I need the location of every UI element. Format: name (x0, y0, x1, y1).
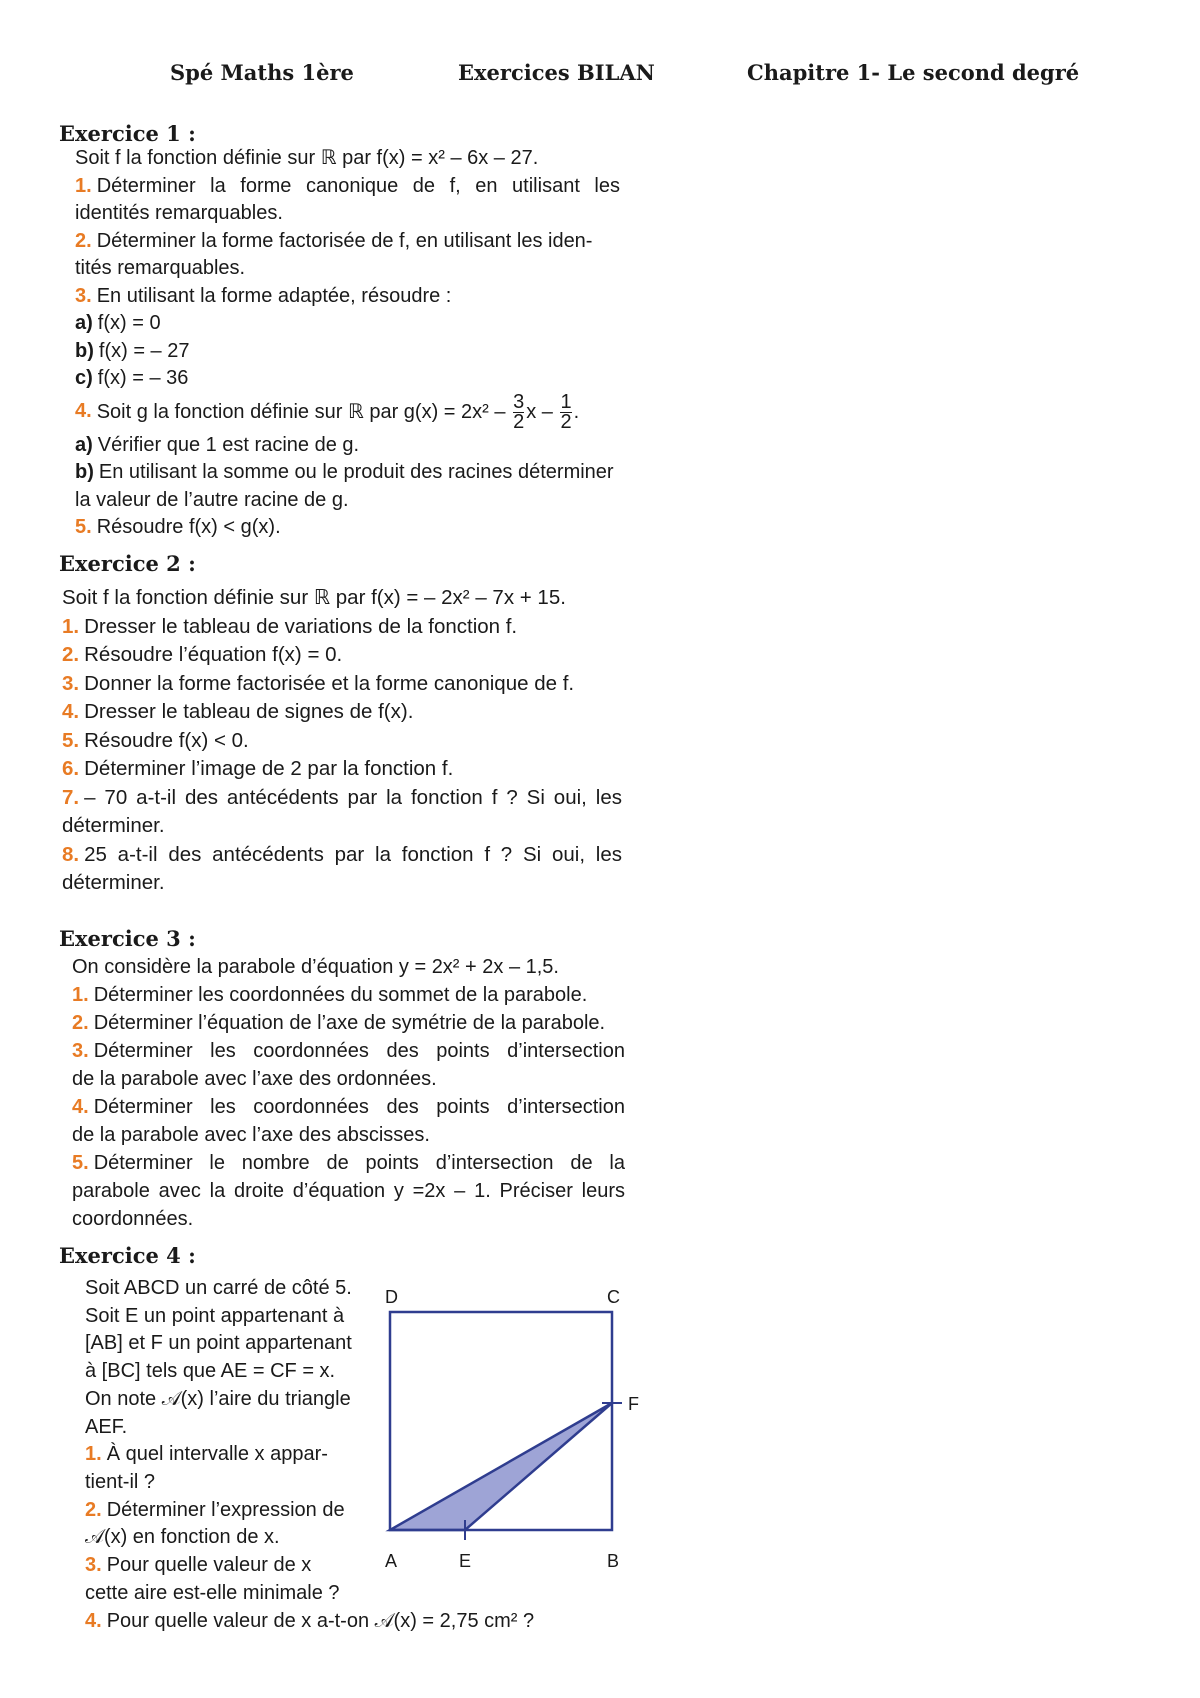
sub-text: En utilisant la somme ou le produit des racines déterminer (98, 461, 614, 483)
exercise-4-line: [AB] et F un point appartenant (85, 1332, 352, 1355)
label-b: B (607, 1551, 620, 1570)
exercise-2-item: 4. Dresser le tableau de signes de f(x). (62, 700, 414, 723)
exercise-2-intro: Soit f la fonction définie sur ℝ par f(x) = – 2x² – 7x + 15. (62, 586, 566, 609)
label-e: E (459, 1551, 472, 1570)
sub-text: f(x) = – 27 (98, 339, 190, 362)
square-abcd-figure (375, 1270, 655, 1570)
exercise-2-item: 5. Résoudre f(x) < 0. (62, 728, 249, 752)
exercise-2-title: Exercice 2 : (59, 551, 196, 576)
exercise-3-q3-cont: de la parabole avec l’axe des ordonnées. (72, 1068, 437, 1090)
exercise-1-q4 (75, 390, 620, 433)
fraction-one-half: $\frac{1}{2}$ (560, 390, 572, 433)
exercise-1-q2 (75, 228, 620, 256)
exercise-1-q1 (75, 173, 620, 201)
q-text: En utilisant la forme adaptée, résoudre : (96, 284, 452, 307)
sub-label: c) (75, 367, 93, 389)
sub-label: a) (75, 312, 93, 334)
exercise-3-body (72, 953, 625, 1233)
exercise-3-q5-cont: parabole avec la droite d’équation y =2x – 1. Préciser leurs (72, 1180, 625, 1202)
exercise-1-q4b (75, 459, 620, 487)
sub-label: b) (75, 461, 94, 483)
exercise-3-intro: On considère la parabole d’équation y = 2x² + 2x – 1,5. (72, 956, 559, 978)
exercise-3-q4-cont: de la parabole avec l’axe des abscisses. (72, 1124, 430, 1146)
exercise-4-line: Soit E un point appartenant à (85, 1304, 345, 1327)
sub-text: f(x) = – 36 (97, 367, 189, 389)
label-a: A (385, 1551, 398, 1570)
exercise-3-title: Exercice 3 : (59, 926, 196, 951)
q-number: 5. (75, 516, 92, 538)
exercise-1-q2-cont: tités remarquables. (75, 257, 246, 279)
exercise-2-q7: 7. – 70 a-t-il des antécédents par la fonction f ? Si oui, les (62, 785, 622, 809)
q-text: x – (526, 400, 553, 423)
header-left: Spé Maths 1ère (170, 60, 354, 85)
exercise-2-q8-cont: déterminer. (62, 871, 165, 894)
exercise-1-q4a (75, 432, 620, 460)
q-text: Déterminer la forme factorisée de f, en utilisant les iden- (96, 229, 593, 252)
exercise-2-q7-cont: déterminer. (62, 814, 165, 837)
header-right: Chapitre 1- Le second degré (747, 60, 1080, 85)
exercise-4-title: Exercice 4 : (59, 1243, 196, 1268)
label-c: C (607, 1287, 620, 1307)
exercise-4-body (85, 1275, 367, 1607)
label-d: D (385, 1287, 398, 1307)
exercise-1-body (75, 145, 620, 542)
exercise-2-q8: 8. 25 a-t-il des antécédents par la fonction f ? Si oui, les (62, 842, 622, 866)
exercise-4-q3-cont: cette aire est-elle minimale ? (85, 1581, 340, 1604)
exercise-4-q1: 1. À quel intervalle x appar- (85, 1443, 328, 1466)
exercise-1-q3b (75, 338, 620, 366)
fraction-three-halves: $\frac{3}{2}$ (513, 390, 525, 433)
exercise-2-item: 2. Résoudre l’équation f(x) = 0. (62, 643, 343, 666)
q-number: 4. (75, 400, 92, 423)
exercise-4-line: On note 𝒜(x) l’aire du triangle (85, 1387, 351, 1410)
exercise-2-item: 3. Donner la forme factorisée et la forme canonique de f. (62, 671, 575, 695)
exercise-2-list (62, 613, 622, 784)
exercise-3-q1: 1. Déterminer les coordonnées du sommet de la parabole. (72, 984, 588, 1006)
exercise-4-line: à [BC] tels que AE = CF = x. (85, 1360, 336, 1383)
exercise-3-q5-cont2: coordonnées. (72, 1208, 194, 1230)
q-number: 2. (75, 229, 92, 252)
sub-label: b) (75, 339, 94, 362)
q-text: Résoudre f(x) < g(x). (96, 516, 281, 538)
exercise-4-line: AEF. (85, 1415, 128, 1438)
exercise-1-q1-cont: identités remarquables. (75, 202, 283, 224)
exercise-3-q2: 2. Déterminer l’équation de l’axe de symétrie de la parabole. (72, 1012, 606, 1034)
exercise-2-body (62, 584, 622, 898)
sub-label: a) (75, 433, 93, 456)
exercise-4-q2-cont: 𝒜(x) en fonction de x. (85, 1526, 280, 1549)
exercise-1-q3c (75, 365, 620, 393)
triangle-aef (390, 1403, 612, 1530)
exercise-2-item: 1. Dresser le tableau de variations de la fonction f. (62, 614, 518, 638)
exercise-4-q3: 3. Pour quelle valeur de x (85, 1554, 312, 1577)
exercise-4-line: Soit ABCD un carré de côté 5. (85, 1277, 352, 1299)
q-text: Soit g la fonction définie sur ℝ par g(x) = 2x² – (96, 400, 506, 423)
exercise-4-q1-cont: tient-il ? (85, 1470, 156, 1493)
exercise-3-q3: 3. Déterminer les coordonnées des points d’intersection (72, 1040, 625, 1062)
exercise-1-q3 (75, 283, 620, 311)
exercise-4-q2: 2. Déterminer l’expression de (85, 1498, 345, 1521)
exercise-4-q4: 4. Pour quelle valeur de x a-t-on 𝒜(x) = 2,75 cm² ? (85, 1610, 535, 1632)
exercise-1-q3a (75, 310, 620, 338)
exercise-1-intro: Soit f la fonction définie sur ℝ par f(x) = x² – 6x – 27. (75, 147, 539, 169)
exercise-3-q5: 5. Déterminer le nombre de points d’intersection de la (72, 1152, 625, 1174)
sub-text: Vérifier que 1 est racine de g. (97, 433, 360, 456)
exercise-1-q5 (75, 514, 620, 542)
q-number: 3. (75, 284, 92, 307)
header-center: Exercices BILAN (458, 60, 655, 85)
exercise-2-item: 6. Déterminer l’image de 2 par la fonction f. (62, 757, 454, 780)
q-text: . (573, 400, 580, 423)
exercise-1-q4b-cont: la valeur de l’autre racine de g. (75, 488, 349, 511)
q-number: 1. (75, 174, 92, 197)
exercise-3-q4: 4. Déterminer les coordonnées des points d’intersection (72, 1096, 625, 1118)
label-f: F (628, 1394, 639, 1414)
exercise-1-title: Exercice 1 : (59, 121, 196, 146)
sub-text: f(x) = 0 (97, 312, 161, 334)
q-text: Déterminer la forme canonique de f, en utilisant les (96, 174, 620, 197)
